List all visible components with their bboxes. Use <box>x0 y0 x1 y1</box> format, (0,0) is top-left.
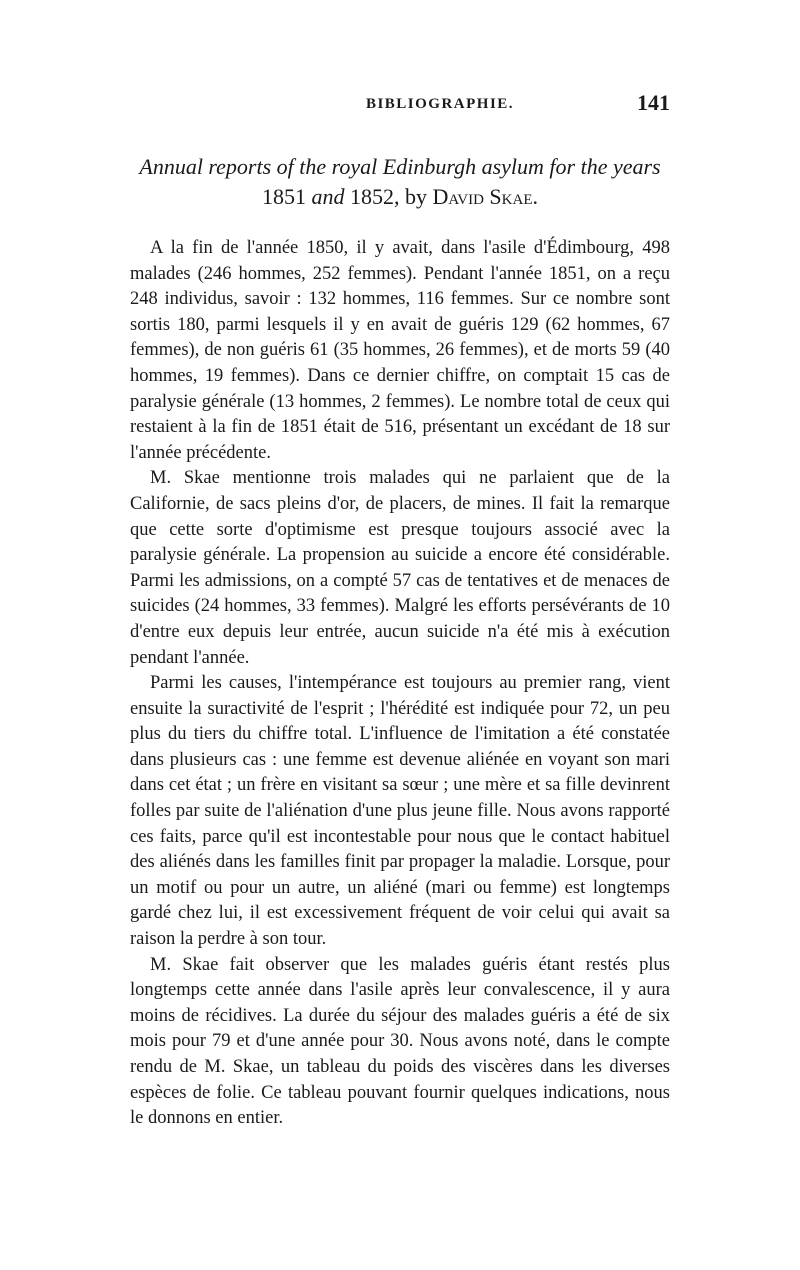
title-year-1: 1851 <box>261 184 306 209</box>
article-body <box>130 236 670 1132</box>
paragraph: A la fin de l'année 1850, il y avait, dans l'asile d'Édimbourg, 498 malades (246 hommes, 252 femmes). Pendant l'année 1851, on a reçu 248 individus, savoir : 132 hommes, 116 femmes. Sur ce nombre sont sortis 180, parmi lesquels il y en avait de guéris 129 (62 hommes, 67 femmes), de non guéris 61 (35 hommes, 26 femmes), et de morts 59 (40 hommes, 19 femmes). Dans ce dernier chiffre, on comptait 15 cas de paralysie générale (13 hommes, 2 femmes). Le nombre total de ceux qui restaient à la fin de 1851 était de 516, présentant un excédant de 18 sur l'année précédente. <box>130 238 670 463</box>
paragraph: M. Skae mentionne trois malades qui ne parlaient que de la Californie, de sacs pleins d'or, de placers, de mines. Il fait la remarque que cette sorte d'optimisme est presque toujours associé avec la paralysie générale. La propension au suicide a encore été considérable. Parmi les admissions, on a compté 57 cas de tentatives et de menaces de suicides (24 hommes, 33 femmes). Malgré les efforts persévérants de 10 d'entre eux depuis leur entrée, aucun suicide n'a été mis à exécution pendant l'année. <box>130 468 670 668</box>
title-line-2 <box>130 182 670 212</box>
title-line-1: Annual reports of the royal Edinburgh asylum for the years <box>139 154 661 179</box>
page-number: 141 <box>637 90 670 115</box>
title-author: David Skae. <box>432 184 538 209</box>
paragraph: Parmi les causes, l'intempérance est toujours au premier rang, vient ensuite la suractivité de l'esprit ; l'hérédité est indiquée pour 72, un peu plus du tiers du chiffre total. L'influence de l'imitation a été constatée dans plusieurs cas : une femme est devenue aliénée en voyant son mari dans cet état ; un frère en visitant sa sœur ; une mère et sa fille devinrent folles par suite de l'aliénation d'une plus jeune fille. Nous avons rapporté ces faits, parce qu'il est incontestable pour nous que le contact habituel des aliénés dans les familles finit par propager la maladie. Lorsque, pour un motif ou pour un autre, un aliéné (mari ou femme) est longtemps gardé chez lui, il est excessivement fréquent de voir celui qui avait sa raison la perdre à son tour. <box>130 673 670 950</box>
title-year-2: 1852, by <box>349 184 427 209</box>
title-and: and <box>311 184 345 209</box>
book-page <box>130 88 670 1132</box>
paragraph: M. Skae fait observer que les malades guéris étant restés plus longtemps cette année dans l'asile après leur convalescence, il y aura moins de récidives. La durée du séjour des malades guéris a été de six mois pour 79 et d'une année pour 30. Nous avons noté, dans le compte rendu de M. Skae, un tableau du poids des viscères dans les diverses espèces de folie. Ce tableau pouvant fournir quelques indications, nous le donnons en entier. <box>130 954 670 1129</box>
article-title <box>130 152 670 212</box>
running-title: BIBLIOGRAPHIE. <box>365 96 515 112</box>
running-head <box>130 88 670 122</box>
